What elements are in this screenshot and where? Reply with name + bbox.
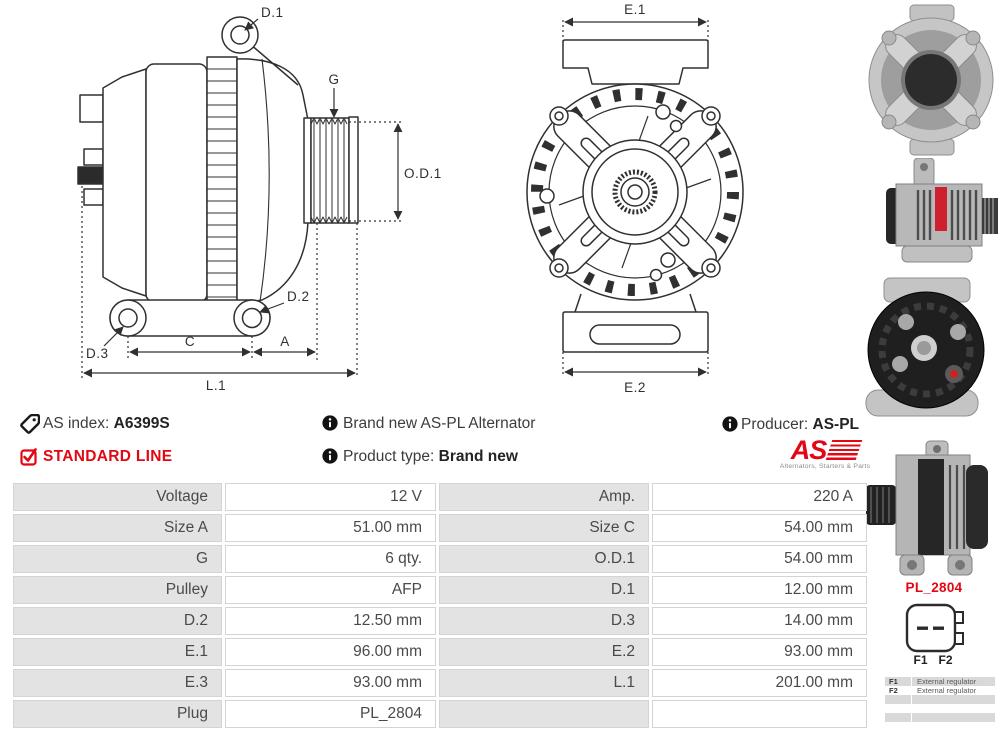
dim-label-e1: E.1 bbox=[624, 2, 646, 17]
as-pl-logo bbox=[775, 435, 875, 470]
spec-label: E.2 bbox=[439, 638, 649, 666]
spec-label: E.3 bbox=[13, 669, 222, 697]
as-index-line bbox=[43, 415, 170, 433]
as-pl-logo-subtitle: Alternators, Starters & Parts bbox=[779, 463, 871, 470]
plug-pin-f2-slot bbox=[933, 627, 944, 630]
plug-pin-row bbox=[885, 704, 995, 713]
spec-label: G bbox=[13, 545, 222, 573]
spec-value: 12.00 mm bbox=[652, 576, 867, 604]
plug-pin-labels bbox=[905, 653, 961, 667]
spec-label: L.1 bbox=[439, 669, 649, 697]
plug-connector-drawing bbox=[905, 603, 969, 655]
spec-label: O.D.1 bbox=[439, 545, 649, 573]
spec-label: Voltage bbox=[13, 483, 222, 511]
plug-pin-cell bbox=[885, 713, 911, 722]
spec-table bbox=[13, 483, 867, 728]
spec-value: PL_2804 bbox=[225, 700, 436, 728]
spec-value: 51.00 mm bbox=[225, 514, 436, 542]
spec-value: 14.00 mm bbox=[652, 607, 867, 635]
product-type-line bbox=[343, 448, 518, 466]
standard-line-badge: STANDARD LINE bbox=[43, 448, 173, 465]
plug-pin-desc bbox=[912, 704, 995, 713]
spec-label: D.3 bbox=[439, 607, 649, 635]
info-icon bbox=[322, 415, 338, 431]
spec-label: Size C bbox=[439, 514, 649, 542]
product-photo-side[interactable] bbox=[886, 158, 1000, 270]
plug-code-title: PL_2804 bbox=[905, 580, 963, 595]
info-icon bbox=[322, 448, 338, 464]
spec-value: 93.00 mm bbox=[652, 638, 867, 666]
spec-label: E.1 bbox=[13, 638, 222, 666]
plug-pin-row bbox=[885, 686, 995, 695]
dim-label-d3: D.3 bbox=[86, 346, 109, 361]
dim-label-l1: L.1 bbox=[205, 378, 227, 393]
plug-pin-desc bbox=[912, 713, 995, 722]
spec-label: Amp. bbox=[439, 483, 649, 511]
as-pl-logo-text: AS bbox=[790, 435, 827, 465]
dim-label-g: G bbox=[328, 72, 340, 87]
side-view-technical-drawing[interactable] bbox=[0, 0, 470, 400]
plug-pin-row bbox=[885, 695, 995, 704]
spec-value bbox=[652, 700, 867, 728]
dim-label-d2: D.2 bbox=[287, 289, 310, 304]
spec-value: 54.00 mm bbox=[652, 514, 867, 542]
spec-value: 93.00 mm bbox=[225, 669, 436, 697]
alternator-front-outline bbox=[527, 40, 743, 352]
info-icon bbox=[722, 416, 738, 432]
spec-label: Size A bbox=[13, 514, 222, 542]
plug-pin-cell: F2 bbox=[885, 686, 911, 695]
checkbox-checked-icon bbox=[20, 447, 39, 466]
product-photo-angled[interactable] bbox=[866, 437, 1000, 577]
spec-value: 201.00 mm bbox=[652, 669, 867, 697]
producer-label: Producer: bbox=[741, 416, 809, 433]
producer-value: AS-PL bbox=[812, 416, 860, 433]
front-view-technical-drawing[interactable] bbox=[495, 0, 785, 400]
plug-pin-table bbox=[885, 677, 995, 722]
as-pl-logo-stripes bbox=[826, 440, 862, 460]
product-photo-rear[interactable] bbox=[862, 272, 992, 432]
dim-label-od1: O.D.1 bbox=[404, 166, 442, 181]
spec-value: 12.50 mm bbox=[225, 607, 436, 635]
plug-pin-cell bbox=[885, 695, 911, 704]
spec-value: 54.00 mm bbox=[652, 545, 867, 573]
plug-pin-desc: External regulator bbox=[912, 677, 995, 686]
plug-pin-f1-slot bbox=[917, 627, 928, 630]
dim-label-d1: D.1 bbox=[261, 5, 284, 20]
spec-label: Pulley bbox=[13, 576, 222, 604]
product-type-value: Brand new bbox=[438, 448, 518, 465]
tag-icon bbox=[20, 414, 40, 434]
plug-pin-f1-label: F1 bbox=[913, 653, 928, 667]
plug-pin-row bbox=[885, 713, 995, 722]
spec-label bbox=[439, 700, 649, 728]
spec-value: 6 qty. bbox=[225, 545, 436, 573]
as-index-label: AS index: bbox=[43, 415, 110, 432]
spec-label: Plug bbox=[13, 700, 222, 728]
plug-pin-cell: F1 bbox=[885, 677, 911, 686]
plug-pin-f2-label: F2 bbox=[938, 653, 953, 667]
spec-label: D.2 bbox=[13, 607, 222, 635]
dim-label-a: A bbox=[280, 334, 290, 349]
producer-line bbox=[741, 416, 859, 434]
brand-new-line: Brand new AS-PL Alternator bbox=[343, 415, 536, 432]
plug-pin-desc bbox=[912, 695, 995, 704]
product-photo-front[interactable] bbox=[862, 3, 1000, 157]
alternator-side-outline bbox=[78, 17, 358, 336]
plug-pin-desc: External regulator bbox=[912, 686, 995, 695]
plug-pin-row bbox=[885, 677, 995, 686]
product-type-label: Product type: bbox=[343, 448, 435, 465]
spec-value: 96.00 mm bbox=[225, 638, 436, 666]
dim-label-e2: E.2 bbox=[624, 380, 646, 395]
spec-label: D.1 bbox=[439, 576, 649, 604]
as-index-value: A6399S bbox=[113, 415, 170, 432]
dim-label-c: C bbox=[184, 334, 196, 349]
spec-value: 220 A bbox=[652, 483, 867, 511]
plug-pin-cell bbox=[885, 704, 911, 713]
spec-value: AFP bbox=[225, 576, 436, 604]
spec-value: 12 V bbox=[225, 483, 436, 511]
